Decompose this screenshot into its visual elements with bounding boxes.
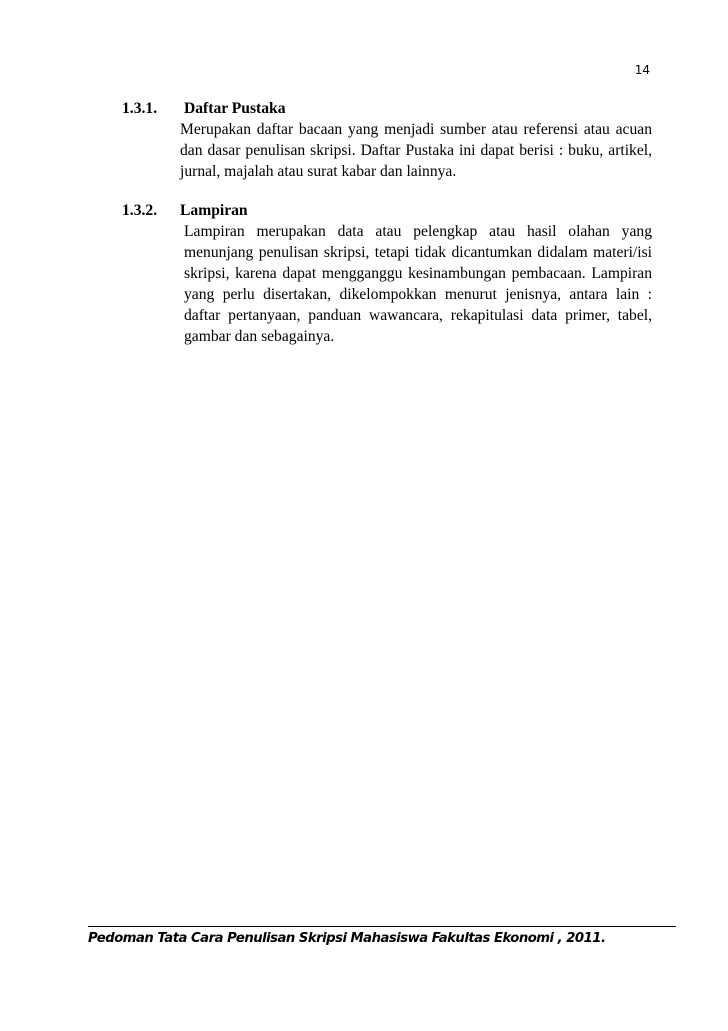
section-paragraph: Lampiran merupakan data atau pelengkap atau hasil olahan yang menunjang penulisan skripsi, tetapi tidak dicantumkan didalam materi/isi skripsi, karena dapat mengganggu kesinambungan pembacaan. Lampiran yang perlu disertakan, dikelompokkan menurut jenisnya, antara lain : daftar pertanyaan, panduan wawancara, rekapitulasi data primer, tabel, gambar dan sebagainya.	[184, 223, 652, 345]
section-heading	[122, 98, 652, 119]
section-heading	[122, 200, 652, 221]
section-paragraph: Merupakan daftar bacaan yang menjadi sumber atau referensi atau acuan dan dasar penulisan skripsi. Daftar Pustaka ini dapat berisi : buku, artikel, jurnal, majalah atau surat kabar dan lainnya.	[180, 121, 652, 180]
section-title: Lampiran	[180, 202, 248, 219]
page-number: 14	[634, 63, 650, 77]
footer-text: Pedoman Tata Cara Penulisan Skripsi Mahasiswa Fakultas Ekonomi , 2011.	[88, 931, 606, 946]
section-daftar-pustaka	[122, 98, 652, 182]
section-lampiran	[122, 200, 652, 347]
footer-divider	[88, 926, 676, 927]
section-title: Daftar Pustaka	[184, 100, 286, 117]
section-number: 1.3.1.	[122, 100, 158, 117]
section-number: 1.3.2.	[122, 202, 158, 219]
